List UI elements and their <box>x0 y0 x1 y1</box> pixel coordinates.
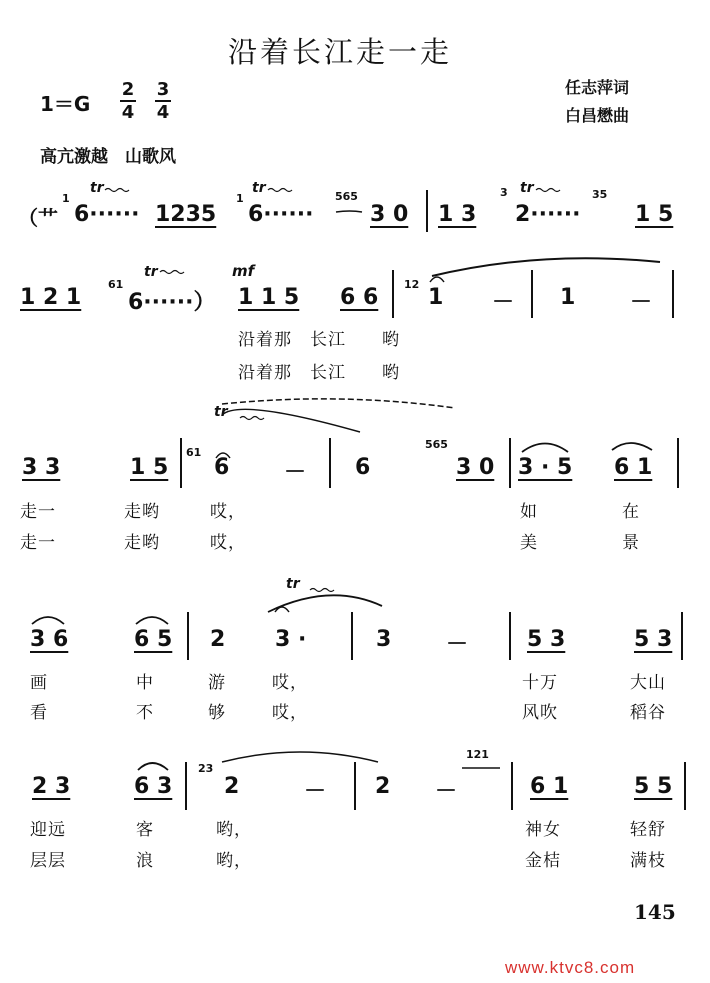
note-group: 1 5 <box>635 202 674 227</box>
grace-note: 23 <box>198 762 214 775</box>
lyric: 中 <box>136 673 154 693</box>
lyric: 在 <box>622 502 640 522</box>
lyric: 如 <box>520 502 538 522</box>
note-group: 1 3 <box>438 202 477 227</box>
lyric: 走哟 <box>124 502 160 522</box>
dash: － <box>630 290 653 315</box>
note-run: 1235 <box>155 202 217 227</box>
dash: － <box>304 779 327 804</box>
note: 6 <box>214 455 230 480</box>
grace-note: 12 <box>404 278 420 291</box>
dash: － <box>284 460 307 485</box>
grace-note: 1 <box>62 192 70 205</box>
dash: － <box>435 779 458 804</box>
fermata <box>430 277 444 282</box>
tempo-marking: 高亢激越 山歌风 <box>40 147 176 167</box>
page-number: 145 <box>634 900 676 924</box>
lyric: 哟， <box>216 851 252 871</box>
turn-figure: 121 <box>466 748 489 761</box>
lyric: 金桔 <box>525 851 561 871</box>
trill-mark: tr <box>252 180 266 196</box>
note-group: 1 5 <box>130 455 169 480</box>
note-group: 3 0 <box>456 455 495 480</box>
note-group: 2 3 <box>32 774 71 799</box>
grace-note: 61 <box>108 278 124 291</box>
grace-note: 1 <box>236 192 244 205</box>
lyric: 走哟 <box>124 533 160 553</box>
grace-note: 3 <box>500 186 508 199</box>
lyric: 哎， <box>210 533 246 553</box>
note: 2 <box>375 774 391 799</box>
lyric: 哎， <box>272 703 308 723</box>
slur-3-6 <box>32 617 64 624</box>
turn-line <box>336 211 362 212</box>
lyric: 稻谷 <box>630 703 666 723</box>
trill-note: 6······ <box>74 202 140 227</box>
lyric: 走一 <box>20 533 56 553</box>
lyric: 浪 <box>136 851 154 871</box>
lyric: 美 <box>520 533 538 553</box>
page-title: 沿着长江走一走 <box>227 35 452 69</box>
time-signature-3-4: 3 4 <box>156 79 170 123</box>
intro-open: （艹 <box>18 206 58 230</box>
slur-arc-dashed <box>222 399 455 408</box>
turn-figure: 35 <box>592 188 608 201</box>
lyric: 不 <box>136 703 154 723</box>
slur-arc <box>222 409 360 432</box>
note: 2 <box>224 774 240 799</box>
trill-note: 6······） <box>128 290 216 315</box>
lyric: 画 <box>30 673 48 693</box>
note: 1 <box>560 285 576 310</box>
note-group: 1 1 5 <box>238 285 300 310</box>
note-group: 1 2 1 <box>20 285 82 310</box>
note-group: 6 5 <box>134 627 173 652</box>
turn-figure: 565 <box>335 190 358 203</box>
lyric: 满枝 <box>630 851 666 871</box>
lyric-verse-2: 沿着那 长江 哟 <box>238 363 400 383</box>
lyric: 哎， <box>210 502 246 522</box>
note: 1 <box>428 285 444 310</box>
key-signature: 1＝G <box>40 92 91 116</box>
lyric: 神女 <box>525 820 561 840</box>
slur-6-1 <box>612 443 652 450</box>
tie-3-3 <box>268 595 382 612</box>
note-group: 6 3 <box>134 774 173 799</box>
dash: － <box>492 290 515 315</box>
lyric: 游 <box>208 673 226 693</box>
lyric: 轻舒 <box>630 820 666 840</box>
lyric: 走一 <box>20 502 56 522</box>
grace-note: 61 <box>186 446 202 459</box>
lyric: 哎， <box>272 673 308 693</box>
lyric-verse-1: 沿着那 长江 哟 <box>238 330 400 350</box>
note-group: 3 3 <box>22 455 61 480</box>
time-signature-2-4: 2 4 <box>121 79 135 123</box>
trill-mark: tr <box>144 264 158 280</box>
turn-figure: 565 <box>425 438 448 451</box>
lyric: 迎远 <box>30 820 66 840</box>
lyric: 层层 <box>30 851 66 871</box>
lyric: 哟， <box>216 820 252 840</box>
trill-mark: tr <box>286 576 300 592</box>
note-group: 3 · 5 <box>518 455 573 480</box>
trill-note: 2······ <box>515 202 581 227</box>
note: 6 <box>355 455 371 480</box>
dash: － <box>446 632 469 657</box>
tie-arc <box>432 258 660 276</box>
lyric: 客 <box>136 820 154 840</box>
lyricist-credit: 任志萍词 <box>565 78 630 97</box>
slur-6-3 <box>138 763 168 770</box>
note-group: 6 1 <box>530 774 569 799</box>
watermark: www.ktvc8.com <box>505 958 636 977</box>
note: 3 <box>376 627 392 652</box>
note-group: 5 5 <box>634 774 673 799</box>
trill-note: 6······ <box>248 202 314 227</box>
note-group: 5 3 <box>634 627 673 652</box>
note: 3 · <box>275 627 307 652</box>
note-group: 5 3 <box>527 627 566 652</box>
lyric: 景 <box>622 533 640 553</box>
note-group: 3 0 <box>370 202 409 227</box>
lyric: 够 <box>208 703 226 723</box>
trill-mark: tr <box>520 180 534 196</box>
dynamic-mark: mf <box>232 262 255 280</box>
lyric: 十万 <box>522 673 558 693</box>
lyric: 风吹 <box>522 703 558 723</box>
lyric: 大山 <box>630 673 666 693</box>
note-group: 6 6 <box>340 285 379 310</box>
note-group: 6 1 <box>614 455 653 480</box>
lyric: 看 <box>30 703 48 723</box>
trill-mark: tr <box>90 180 104 196</box>
tie-2-2 <box>222 752 378 762</box>
trill-mark: tr <box>214 404 228 420</box>
slur-6-5 <box>136 617 168 624</box>
slur-3-5 <box>522 444 568 453</box>
note: 2 <box>210 627 226 652</box>
composer-credit: 白昌懋曲 <box>565 106 630 125</box>
note-group: 3 6 <box>30 627 69 652</box>
